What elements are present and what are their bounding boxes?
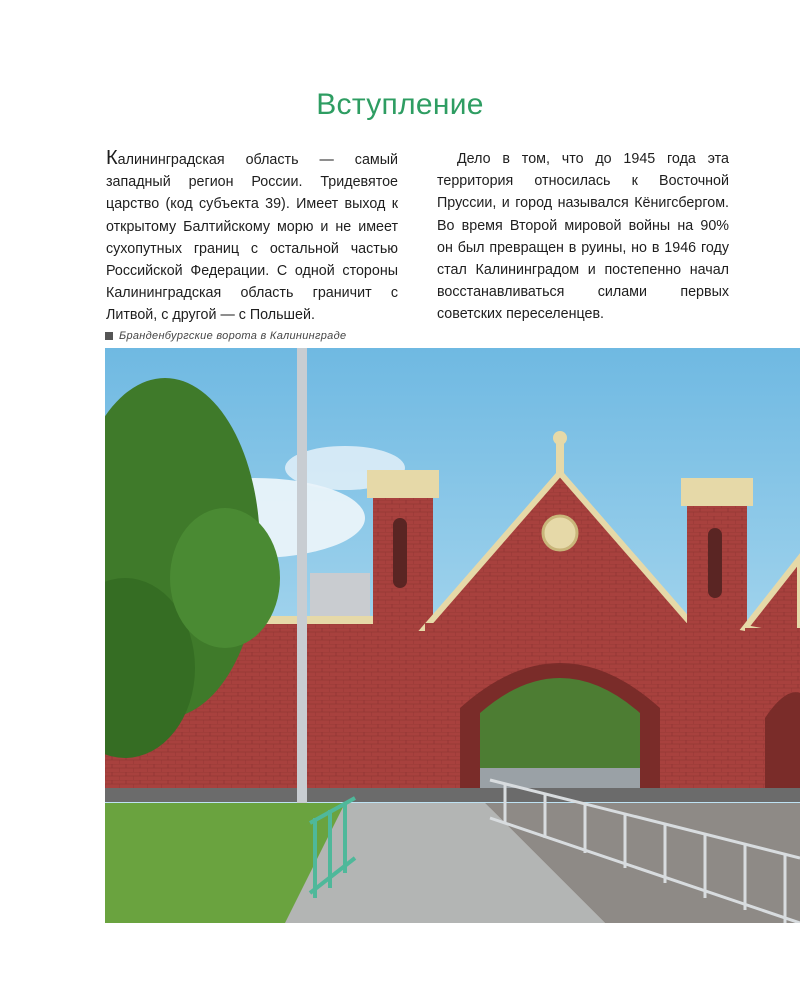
section-heading: Вступление [316, 88, 484, 121]
photo-caption [105, 330, 346, 342]
intro-left-text: алининградская область — самый западный регион России. Тридевятое царство (код субъекта 39). Имеет выход к открытому Балтийскому морю и не имеет сухопутных границ с остальной частью Российской Федерации. С одной стороны Калининградская область граничит с Литвой, с другой — с Польшей. [106, 152, 398, 324]
brandenburg-gate-photo [105, 348, 800, 923]
gable-medallion [543, 516, 577, 550]
lamp-post [297, 348, 307, 818]
intro-left-column [106, 148, 398, 327]
caption-bullet-icon [105, 332, 113, 340]
photo-illustration [105, 348, 800, 923]
dropcap-letter: К [106, 147, 118, 169]
photo-caption-text: Бранденбургские ворота в Калининграде [119, 330, 347, 342]
intro-right-column: Дело в том, что до 1945 года эта территория относилась к Восточной Пруссии, и город назывался Кёнигсбергом. Во время Второй мировой войны на 90% он был превращен в руины, но в 1946 году стал Калининградом и постепенно начал восстанавливаться силами первых советских переселенцев. [437, 151, 729, 323]
